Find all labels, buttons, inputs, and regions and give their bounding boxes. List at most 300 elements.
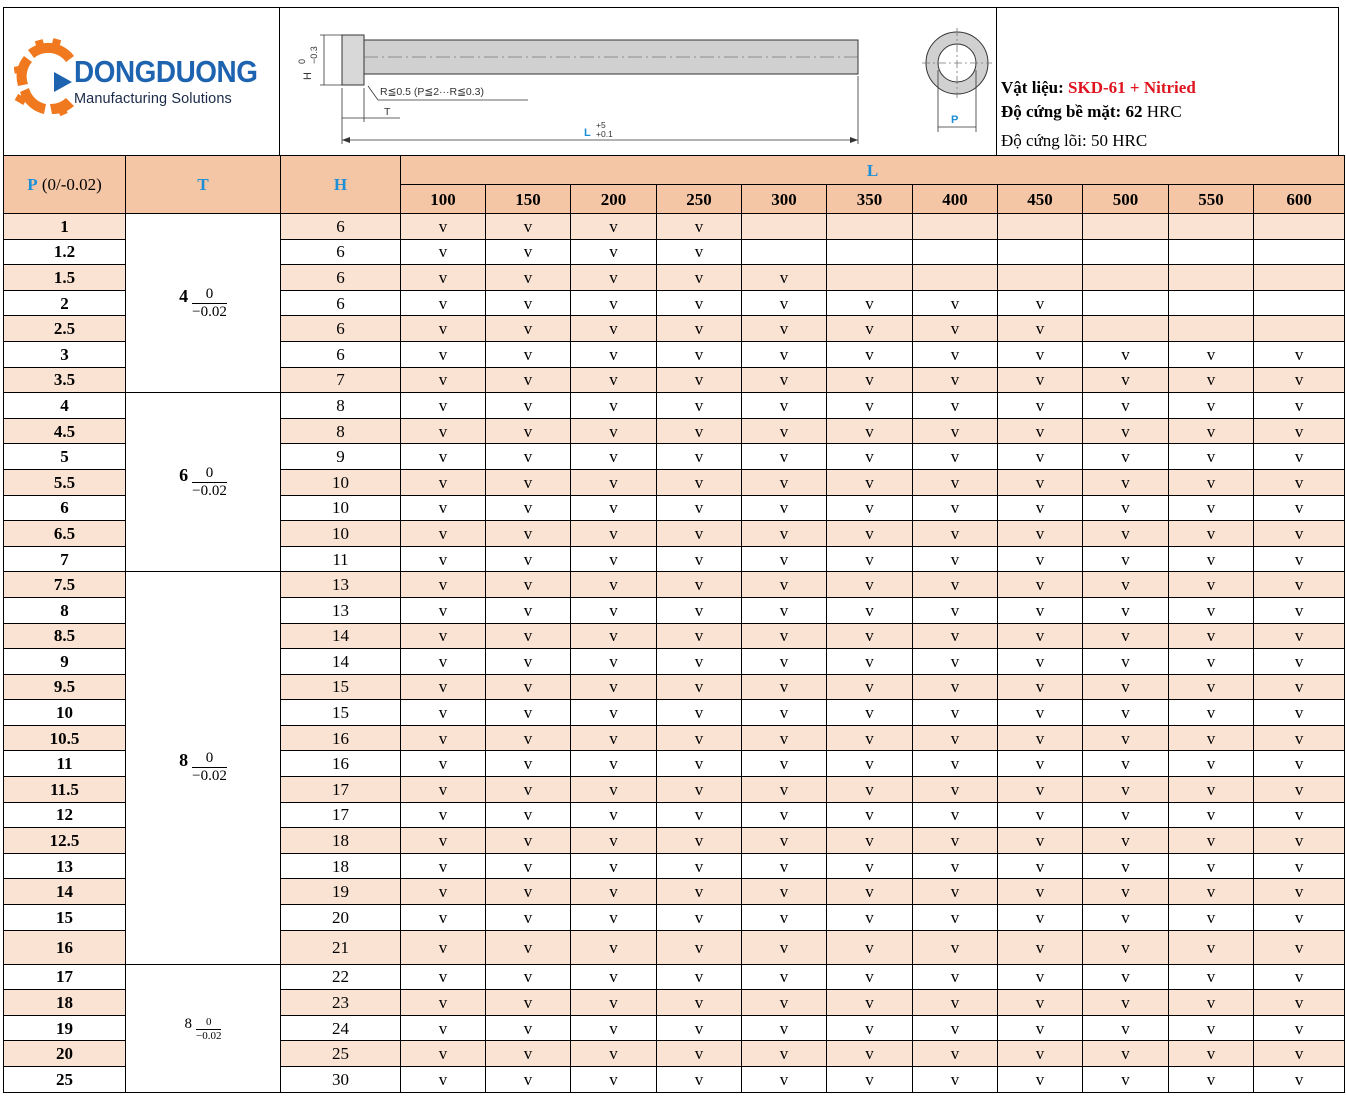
col-header-p: P (0/-0.02): [4, 156, 126, 214]
cell-availability-100: v: [401, 418, 486, 444]
cell-h: 14: [281, 649, 401, 675]
cell-availability-150: v: [486, 521, 571, 547]
cell-availability-400: v: [913, 879, 998, 905]
cell-availability-350: v: [827, 1041, 913, 1067]
cell-availability-600: v: [1254, 700, 1345, 726]
cell-availability-400: v: [913, 572, 998, 598]
logo-cell: [3, 8, 280, 155]
cell-availability-300: [742, 214, 827, 240]
cell-p: 17: [4, 964, 126, 990]
cell-availability-550: v: [1169, 1067, 1254, 1093]
cell-availability-150: v: [486, 802, 571, 828]
cell-availability-450: v: [998, 853, 1083, 879]
cell-availability-300: v: [742, 1041, 827, 1067]
cell-h: 10: [281, 495, 401, 521]
cell-p: 16: [4, 930, 126, 964]
cell-h: 30: [281, 1067, 401, 1093]
cell-h: 25: [281, 1041, 401, 1067]
cell-availability-500: v: [1083, 572, 1169, 598]
cell-availability-300: v: [742, 623, 827, 649]
cell-availability-450: v: [998, 674, 1083, 700]
cell-availability-550: [1169, 239, 1254, 265]
spec-table-body: [4, 214, 1345, 1093]
cell-availability-350: v: [827, 674, 913, 700]
col-header-t: T: [126, 156, 281, 214]
cell-availability-100: v: [401, 649, 486, 675]
cell-p: 9.5: [4, 674, 126, 700]
cell-availability-600: v: [1254, 1041, 1345, 1067]
cell-availability-250: v: [657, 623, 742, 649]
cell-availability-350: v: [827, 879, 913, 905]
cell-availability-400: v: [913, 700, 998, 726]
cell-t-group: [126, 572, 281, 964]
table-row: [4, 393, 1345, 419]
cell-availability-100: v: [401, 674, 486, 700]
cell-availability-400: v: [913, 341, 998, 367]
cell-availability-550: v: [1169, 700, 1254, 726]
cell-availability-400: v: [913, 469, 998, 495]
cell-h: 18: [281, 828, 401, 854]
cell-availability-200: v: [571, 418, 657, 444]
cell-availability-450: v: [998, 930, 1083, 964]
surface-hardness-line: [1001, 102, 1182, 122]
cell-availability-150: v: [486, 418, 571, 444]
cell-availability-400: v: [913, 393, 998, 419]
cell-availability-250: v: [657, 341, 742, 367]
cell-availability-100: v: [401, 341, 486, 367]
cell-availability-350: v: [827, 341, 913, 367]
cell-availability-550: v: [1169, 725, 1254, 751]
cell-p: 12.5: [4, 828, 126, 854]
table-row: [4, 572, 1345, 598]
cell-h: 24: [281, 1015, 401, 1041]
cell-p: 20: [4, 1041, 126, 1067]
cell-availability-550: v: [1169, 649, 1254, 675]
cell-availability-550: v: [1169, 367, 1254, 393]
cell-availability-600: v: [1254, 964, 1345, 990]
t-value: 4: [179, 285, 189, 306]
cell-availability-150: v: [486, 239, 571, 265]
cell-availability-300: [742, 239, 827, 265]
cell-availability-400: [913, 265, 998, 291]
cell-availability-350: v: [827, 853, 913, 879]
cell-availability-250: v: [657, 418, 742, 444]
cell-availability-350: v: [827, 623, 913, 649]
cell-availability-400: v: [913, 930, 998, 964]
cell-availability-350: v: [827, 990, 913, 1016]
cell-availability-350: v: [827, 828, 913, 854]
cell-availability-200: v: [571, 930, 657, 964]
cell-availability-200: v: [571, 1067, 657, 1093]
cell-availability-400: v: [913, 546, 998, 572]
cell-availability-200: v: [571, 1015, 657, 1041]
cell-availability-200: v: [571, 367, 657, 393]
cell-availability-600: v: [1254, 751, 1345, 777]
cell-availability-350: v: [827, 1015, 913, 1041]
cell-availability-150: v: [486, 367, 571, 393]
t-tol-top: 0: [205, 285, 214, 302]
cell-availability-350: [827, 265, 913, 291]
length-header-500: 500: [1083, 185, 1169, 214]
cell-availability-250: v: [657, 990, 742, 1016]
length-header-100: 100: [401, 185, 486, 214]
cell-availability-550: v: [1169, 964, 1254, 990]
cell-availability-500: v: [1083, 700, 1169, 726]
cell-availability-600: v: [1254, 572, 1345, 598]
cell-p: 5: [4, 444, 126, 470]
cell-availability-150: v: [486, 828, 571, 854]
t-tol-bot: −0.02: [192, 303, 227, 320]
p-dim-label: P: [951, 114, 959, 126]
t-tolerance: [179, 751, 227, 784]
cell-availability-550: v: [1169, 418, 1254, 444]
cell-availability-350: v: [827, 802, 913, 828]
cell-h: 16: [281, 725, 401, 751]
cell-availability-350: v: [827, 572, 913, 598]
cell-h: 7: [281, 367, 401, 393]
cell-availability-200: v: [571, 239, 657, 265]
cell-availability-350: v: [827, 444, 913, 470]
cell-availability-100: v: [401, 597, 486, 623]
cell-h: 15: [281, 700, 401, 726]
t-tolerance: [185, 1017, 222, 1042]
cell-availability-400: v: [913, 674, 998, 700]
cell-availability-150: v: [486, 469, 571, 495]
t-value: 8: [184, 1016, 193, 1033]
cell-availability-200: v: [571, 751, 657, 777]
cell-availability-450: v: [998, 597, 1083, 623]
cell-availability-300: v: [742, 879, 827, 905]
cell-availability-400: v: [913, 290, 998, 316]
cell-availability-250: v: [657, 290, 742, 316]
cell-availability-450: v: [998, 879, 1083, 905]
cell-availability-100: v: [401, 853, 486, 879]
cell-availability-350: v: [827, 521, 913, 547]
cell-availability-350: v: [827, 905, 913, 931]
cell-availability-150: v: [486, 930, 571, 964]
length-header-350: 350: [827, 185, 913, 214]
cell-h: 6: [281, 290, 401, 316]
cell-availability-350: v: [827, 1067, 913, 1093]
cell-availability-350: v: [827, 546, 913, 572]
cell-availability-550: v: [1169, 546, 1254, 572]
cell-availability-300: v: [742, 572, 827, 598]
cell-availability-200: v: [571, 802, 657, 828]
logo-tagline: Manufacturing Solutions: [74, 91, 232, 107]
cell-availability-550: [1169, 214, 1254, 240]
cell-availability-550: v: [1169, 623, 1254, 649]
cell-availability-200: v: [571, 495, 657, 521]
cell-availability-250: v: [657, 751, 742, 777]
cell-p: 7: [4, 546, 126, 572]
cell-availability-150: v: [486, 649, 571, 675]
length-header-250: 250: [657, 185, 742, 214]
cell-availability-500: v: [1083, 469, 1169, 495]
cell-availability-400: v: [913, 316, 998, 342]
cell-availability-300: v: [742, 341, 827, 367]
cell-availability-250: v: [657, 725, 742, 751]
cell-availability-350: v: [827, 367, 913, 393]
cell-availability-550: v: [1169, 1041, 1254, 1067]
cell-availability-100: v: [401, 879, 486, 905]
cell-availability-250: v: [657, 930, 742, 964]
cell-availability-150: v: [486, 393, 571, 419]
length-header-200: 200: [571, 185, 657, 214]
cell-availability-350: v: [827, 930, 913, 964]
cell-availability-200: v: [571, 265, 657, 291]
cell-availability-300: v: [742, 725, 827, 751]
cell-availability-300: v: [742, 828, 827, 854]
cell-h: 13: [281, 572, 401, 598]
cell-availability-450: v: [998, 725, 1083, 751]
cell-availability-150: v: [486, 964, 571, 990]
cell-availability-500: v: [1083, 393, 1169, 419]
cell-availability-250: v: [657, 964, 742, 990]
cell-availability-200: v: [571, 341, 657, 367]
cell-availability-250: v: [657, 444, 742, 470]
cell-availability-450: v: [998, 700, 1083, 726]
cell-p: 11.5: [4, 777, 126, 803]
cell-availability-350: v: [827, 290, 913, 316]
cell-availability-450: v: [998, 290, 1083, 316]
cell-h: 8: [281, 418, 401, 444]
cell-availability-200: v: [571, 700, 657, 726]
cell-availability-450: v: [998, 990, 1083, 1016]
cell-availability-600: v: [1254, 725, 1345, 751]
cell-h: 17: [281, 802, 401, 828]
cell-h: 16: [281, 751, 401, 777]
cell-h: 17: [281, 777, 401, 803]
t-tolerance: [179, 287, 227, 320]
cell-availability-550: v: [1169, 495, 1254, 521]
cell-h: 19: [281, 879, 401, 905]
cell-availability-550: [1169, 290, 1254, 316]
cell-availability-100: v: [401, 964, 486, 990]
cell-availability-250: v: [657, 546, 742, 572]
cell-availability-150: v: [486, 572, 571, 598]
cell-availability-300: v: [742, 316, 827, 342]
cell-availability-450: v: [998, 316, 1083, 342]
cell-availability-300: v: [742, 521, 827, 547]
cell-h: 10: [281, 521, 401, 547]
cell-availability-400: v: [913, 1041, 998, 1067]
cell-availability-400: v: [913, 649, 998, 675]
cell-availability-550: [1169, 316, 1254, 342]
cell-availability-100: v: [401, 777, 486, 803]
cell-availability-450: v: [998, 418, 1083, 444]
cell-availability-300: v: [742, 367, 827, 393]
cell-availability-100: v: [401, 1041, 486, 1067]
length-header-550: 550: [1169, 185, 1254, 214]
cell-availability-200: v: [571, 990, 657, 1016]
cell-h: 23: [281, 990, 401, 1016]
cell-availability-100: v: [401, 751, 486, 777]
cell-availability-200: v: [571, 853, 657, 879]
cell-availability-550: v: [1169, 777, 1254, 803]
cell-h: 8: [281, 393, 401, 419]
cell-availability-300: v: [742, 546, 827, 572]
cell-availability-150: v: [486, 1067, 571, 1093]
cell-availability-600: v: [1254, 674, 1345, 700]
cell-availability-550: v: [1169, 990, 1254, 1016]
cell-availability-500: v: [1083, 674, 1169, 700]
cell-availability-400: v: [913, 1015, 998, 1041]
cell-availability-550: v: [1169, 853, 1254, 879]
cell-availability-350: v: [827, 393, 913, 419]
cell-availability-300: v: [742, 265, 827, 291]
cell-availability-400: v: [913, 777, 998, 803]
cell-availability-400: v: [913, 828, 998, 854]
cell-availability-150: v: [486, 1041, 571, 1067]
l-dim-label: L: [584, 127, 591, 139]
cell-availability-500: [1083, 316, 1169, 342]
cell-availability-250: v: [657, 879, 742, 905]
cell-availability-500: v: [1083, 879, 1169, 905]
cell-availability-250: v: [657, 572, 742, 598]
cell-availability-100: v: [401, 367, 486, 393]
cell-availability-100: v: [401, 572, 486, 598]
cell-availability-500: [1083, 290, 1169, 316]
cell-availability-150: v: [486, 674, 571, 700]
length-header-400: 400: [913, 185, 998, 214]
cell-availability-600: v: [1254, 1015, 1345, 1041]
cell-availability-150: v: [486, 879, 571, 905]
cell-availability-450: v: [998, 623, 1083, 649]
cell-availability-600: v: [1254, 367, 1345, 393]
surface-hardness-value: 62: [1125, 102, 1143, 121]
material-line: [1001, 78, 1196, 98]
cell-availability-250: v: [657, 853, 742, 879]
cell-h: 9: [281, 444, 401, 470]
cell-availability-600: v: [1254, 905, 1345, 931]
cell-availability-550: v: [1169, 393, 1254, 419]
cell-availability-500: v: [1083, 623, 1169, 649]
cell-availability-550: v: [1169, 469, 1254, 495]
cell-availability-300: v: [742, 418, 827, 444]
cell-availability-300: v: [742, 469, 827, 495]
cell-availability-250: v: [657, 700, 742, 726]
cell-availability-350: v: [827, 316, 913, 342]
cell-availability-450: v: [998, 964, 1083, 990]
cell-h: 13: [281, 597, 401, 623]
cell-availability-250: v: [657, 214, 742, 240]
cell-availability-100: v: [401, 1067, 486, 1093]
cell-h: 11: [281, 546, 401, 572]
cell-availability-350: v: [827, 700, 913, 726]
cell-availability-300: v: [742, 393, 827, 419]
cell-availability-300: v: [742, 444, 827, 470]
cell-availability-400: v: [913, 495, 998, 521]
t-value: 8: [179, 750, 189, 771]
cell-availability-450: v: [998, 393, 1083, 419]
cell-availability-550: v: [1169, 879, 1254, 905]
t-value: 6: [179, 464, 189, 485]
cell-availability-500: v: [1083, 1041, 1169, 1067]
cell-availability-200: v: [571, 649, 657, 675]
cell-availability-300: v: [742, 495, 827, 521]
t-dim-label: T: [384, 106, 391, 118]
cell-availability-600: [1254, 239, 1345, 265]
cell-p: 1.2: [4, 239, 126, 265]
cell-availability-100: v: [401, 725, 486, 751]
cell-availability-500: v: [1083, 930, 1169, 964]
cell-availability-400: v: [913, 597, 998, 623]
cell-availability-400: v: [913, 751, 998, 777]
surface-hardness-label: Độ cứng bề mặt:: [1001, 102, 1126, 121]
cell-availability-200: v: [571, 572, 657, 598]
cell-availability-450: v: [998, 751, 1083, 777]
cell-availability-350: v: [827, 495, 913, 521]
h-tol-top: 0: [297, 58, 307, 64]
cell-availability-500: [1083, 239, 1169, 265]
cell-availability-550: v: [1169, 341, 1254, 367]
cell-availability-500: v: [1083, 751, 1169, 777]
cell-availability-400: v: [913, 444, 998, 470]
t-tol-top: 0: [206, 1016, 212, 1029]
cell-availability-450: v: [998, 1015, 1083, 1041]
cell-availability-100: v: [401, 316, 486, 342]
cell-availability-200: v: [571, 725, 657, 751]
cell-availability-350: v: [827, 469, 913, 495]
cell-h: 22: [281, 964, 401, 990]
cell-availability-500: v: [1083, 418, 1169, 444]
cell-availability-500: v: [1083, 546, 1169, 572]
cell-h: 10: [281, 469, 401, 495]
cell-availability-550: [1169, 265, 1254, 291]
cell-p: 4.5: [4, 418, 126, 444]
cell-availability-400: v: [913, 623, 998, 649]
cell-availability-150: v: [486, 700, 571, 726]
cell-p: 13: [4, 853, 126, 879]
cell-availability-600: v: [1254, 828, 1345, 854]
cell-availability-500: v: [1083, 905, 1169, 931]
cell-h: 6: [281, 316, 401, 342]
cell-availability-250: v: [657, 597, 742, 623]
cell-availability-600: v: [1254, 1067, 1345, 1093]
table-row: [4, 964, 1345, 990]
cell-availability-200: v: [571, 905, 657, 931]
cell-availability-450: v: [998, 546, 1083, 572]
cell-p: 3.5: [4, 367, 126, 393]
cell-availability-200: v: [571, 444, 657, 470]
cell-availability-200: v: [571, 674, 657, 700]
cell-availability-500: v: [1083, 649, 1169, 675]
length-header-150: 150: [486, 185, 571, 214]
cell-availability-300: v: [742, 964, 827, 990]
spec-table: [3, 155, 1345, 1093]
cell-availability-500: v: [1083, 853, 1169, 879]
cell-availability-150: v: [486, 265, 571, 291]
material-value: SKD-61 + Nitried: [1068, 78, 1196, 97]
cell-availability-550: v: [1169, 674, 1254, 700]
cell-availability-400: [913, 239, 998, 265]
cell-availability-300: v: [742, 649, 827, 675]
cell-availability-250: v: [657, 265, 742, 291]
cell-h: 6: [281, 239, 401, 265]
cell-p: 6.5: [4, 521, 126, 547]
core-hardness-line: Độ cứng lõi: 50 HRC: [1001, 131, 1148, 150]
cell-availability-150: v: [486, 546, 571, 572]
cell-availability-450: v: [998, 367, 1083, 393]
cell-availability-250: v: [657, 828, 742, 854]
cell-availability-250: v: [657, 393, 742, 419]
cell-availability-150: v: [486, 725, 571, 751]
cell-availability-500: v: [1083, 367, 1169, 393]
t-tol-bot: −0.02: [192, 482, 227, 499]
cell-availability-150: v: [486, 316, 571, 342]
cell-availability-500: [1083, 214, 1169, 240]
cell-availability-100: v: [401, 905, 486, 931]
